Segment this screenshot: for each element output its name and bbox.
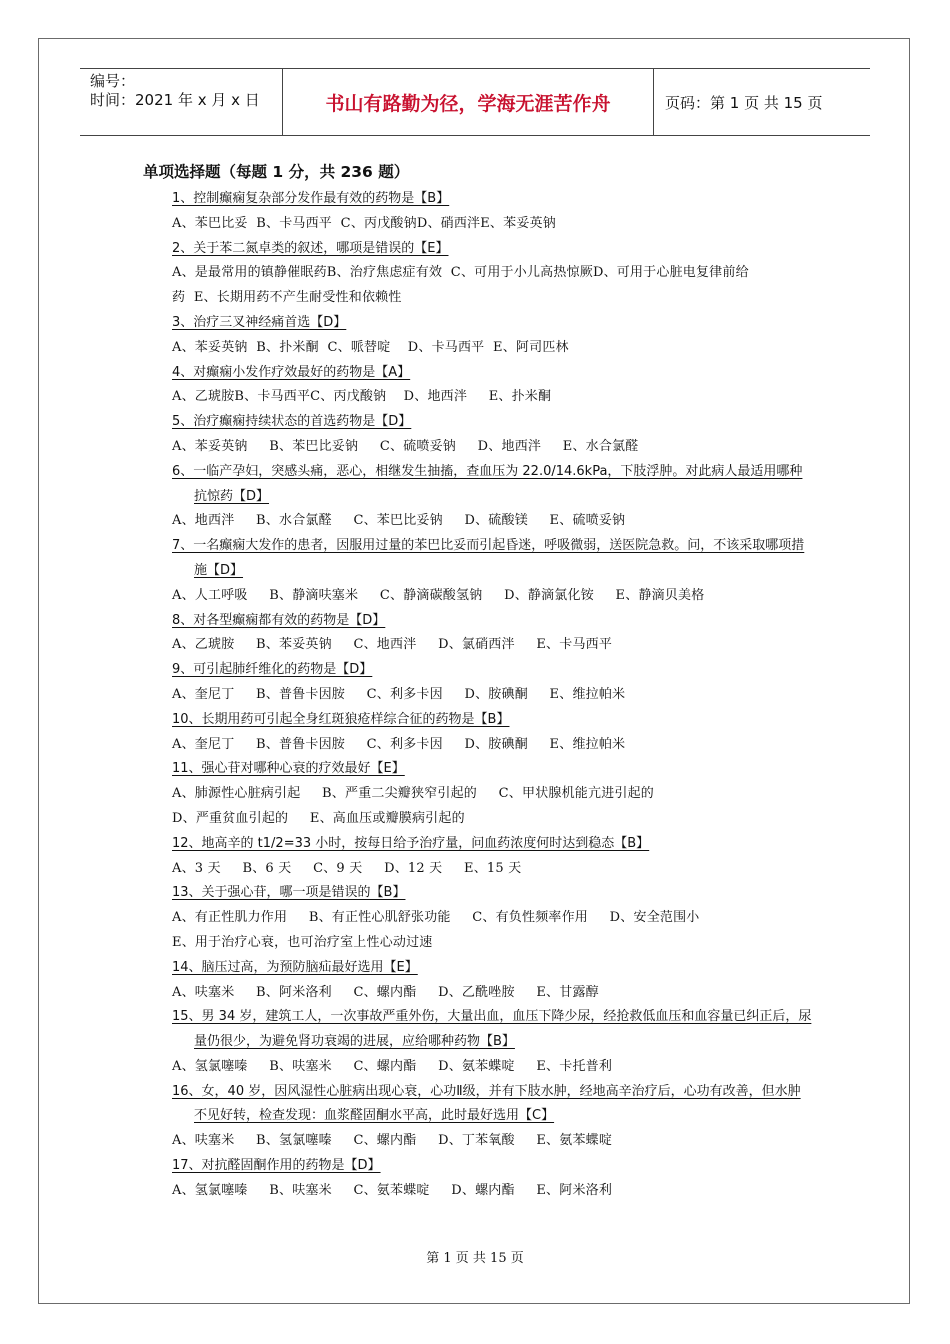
header-meta	[80, 69, 282, 135]
question-stem: 1、控制癫痫复杂部分发作最有效的药物是【B】	[172, 191, 450, 206]
question-stem: 14、脑压过高，为预防脑疝最好选用【E】	[172, 959, 418, 975]
question-stem: 17、对抗醛固酮作用的药物是【D】	[172, 1158, 381, 1174]
question-options: A、3 天 B、6 天 C、9 天 D、12 天 E、15 天	[172, 860, 522, 876]
question-stem: 16、女，40 岁，因风湿性心脏病出现心衰，心功Ⅱ级，并有下肢水肿，经地高辛治疗后，心功有改善，但水肿不见好转，检查发现：血浆醛固酮水平高，此时最好选用【C】	[172, 1083, 801, 1124]
question-stem: 2、关于苯二氮卓类的叙述，哪项是错误的【E】	[172, 240, 449, 256]
question-stem: 7、一名癫痫大发作的患者，因服用过量的苯巴比妥而引起昏迷，呼吸微弱，送医院急救。问，不该采取哪项措施【D】	[172, 538, 805, 578]
question-options: A、是最常用的镇静催眠药B、治疗焦虑症有效 C、可用于小儿高热惊厥D、可用于心脏电复律前给	[172, 265, 749, 281]
question-options: 药 E、长期用药不产生耐受性和依赖性	[172, 290, 402, 306]
question-stem: 8、对各型癫痫都有效的药物是【D】	[172, 612, 386, 628]
question-options: A、苯巴比妥 B、卡马西平 C、丙戊酸钠D、硝西泮E、苯妥英钠	[172, 215, 556, 231]
question-options: A、苯妥英钠 B、扑米酮 C、哌替啶 D、卡马西平 E、阿司匹林	[172, 339, 569, 355]
question-stem: 9、可引起肺纤维化的药物是【D】	[172, 662, 373, 678]
question-options: A、肺源性心脏病引起 B、严重二尖瓣狭窄引起的 C、甲状腺机能亢进引起的	[172, 786, 655, 802]
question-list	[172, 187, 812, 1204]
question-options: A、地西泮 B、水合氯醛 C、苯巴比妥钠 D、硫酸镁 E、硫喷妥钠	[172, 513, 626, 529]
question-stem: 4、对癫痫小发作疗效最好的药物是【A】	[172, 364, 411, 380]
section-title: 单项选择题（每题 1 分，共 236 题）	[143, 163, 410, 181]
question-stem: 15、男 34 岁，建筑工人，一次事故严重外伤，大量出血，血压下降少尿，经抢救低血压和血容量已纠正后，尿量仍很少，为避免肾功衰竭的进展，应给哪种药物【B】	[172, 1009, 812, 1050]
question-options: A、苯妥英钠 B、苯巴比妥钠 C、硫喷妥钠 D、地西泮 E、水合氯醛	[172, 438, 639, 454]
question-options: A、呋塞米 B、氢氯噻嗪 C、螺内酯 D、丁苯氧酸 E、氨苯蝶啶	[172, 1133, 613, 1149]
question-stem: 10、长期用药可引起全身红斑狼疮样综合征的药物是【B】	[172, 711, 510, 727]
question-options: A、有正性肌力作用 B、有正性心肌舒张功能 C、有负性频率作用 D、安全范围小	[172, 910, 700, 926]
question-options: A、氢氯噻嗪 B、呋塞米 C、螺内酯 D、氨苯蝶啶 E、卡托普利	[172, 1058, 613, 1074]
question-options: A、奎尼丁 B、普鲁卡因胺 C、利多卡因 D、胺碘酮 E、维拉帕米	[172, 736, 626, 752]
question-stem: 12、地高辛的 t1/2=33 小时，按每日给予治疗量，问血药浓度何时达到稳态【B】	[172, 835, 650, 851]
header-motto: 书山有路勤为径，学海无涯苦作舟	[282, 69, 654, 135]
document-number-label: 编号：	[90, 72, 136, 90]
question-stem: 11、强心苷对哪种心衰的疗效最好【E】	[172, 761, 405, 777]
question-options: A、呋塞米 B、阿米洛利 C、螺内酯 D、乙酰唑胺 E、甘露醇	[172, 984, 599, 1000]
question-options: A、乙琥胺 B、苯妥英钠 C、地西泮 D、氯硝西泮 E、卡马西平	[172, 637, 613, 653]
document-date: 时间：2021 年 x 月 x 日	[90, 91, 260, 109]
question-options: A、氢氯噻嗪 B、呋塞米 C、氨苯蝶啶 D、螺内酯 E、阿米洛利	[172, 1182, 613, 1198]
question-stem: 13、关于强心苷，哪一项是错误的【B】	[172, 885, 406, 901]
page-header	[80, 68, 870, 136]
question-stem: 5、治疗癫痫持续状态的首选药物是【D】	[172, 414, 412, 430]
question-options: A、乙琥胺B、卡马西平C、丙戊酸钠 D、地西泮 E、扑米酮	[172, 389, 552, 405]
question-options: E、用于治疗心衰，也可治疗室上性心动过速	[172, 934, 433, 950]
page-footer: 第 1 页 共 15 页	[426, 1251, 524, 1266]
question-stem: 6、一临产孕妇，突感头痛，恶心，相继发生抽搐，查血压为 22.0/14.6kPa，下肢浮肿。对此病人最适用哪种抗惊药【D】	[172, 463, 803, 504]
question-options: A、人工呼吸 B、静滴呋塞米 C、静滴碳酸氢钠 D、静滴氯化铵 E、静滴贝美格	[172, 587, 705, 603]
question-stem: 3、治疗三叉神经痛首选【D】	[172, 314, 347, 330]
question-options: D、严重贫血引起的 E、高血压或瓣膜病引起的	[172, 810, 465, 826]
header-page-number: 页码：第 1 页 共 15 页	[665, 93, 823, 112]
question-options: A、奎尼丁 B、普鲁卡因胺 C、利多卡因 D、胺碘酮 E、维拉帕米	[172, 686, 626, 702]
